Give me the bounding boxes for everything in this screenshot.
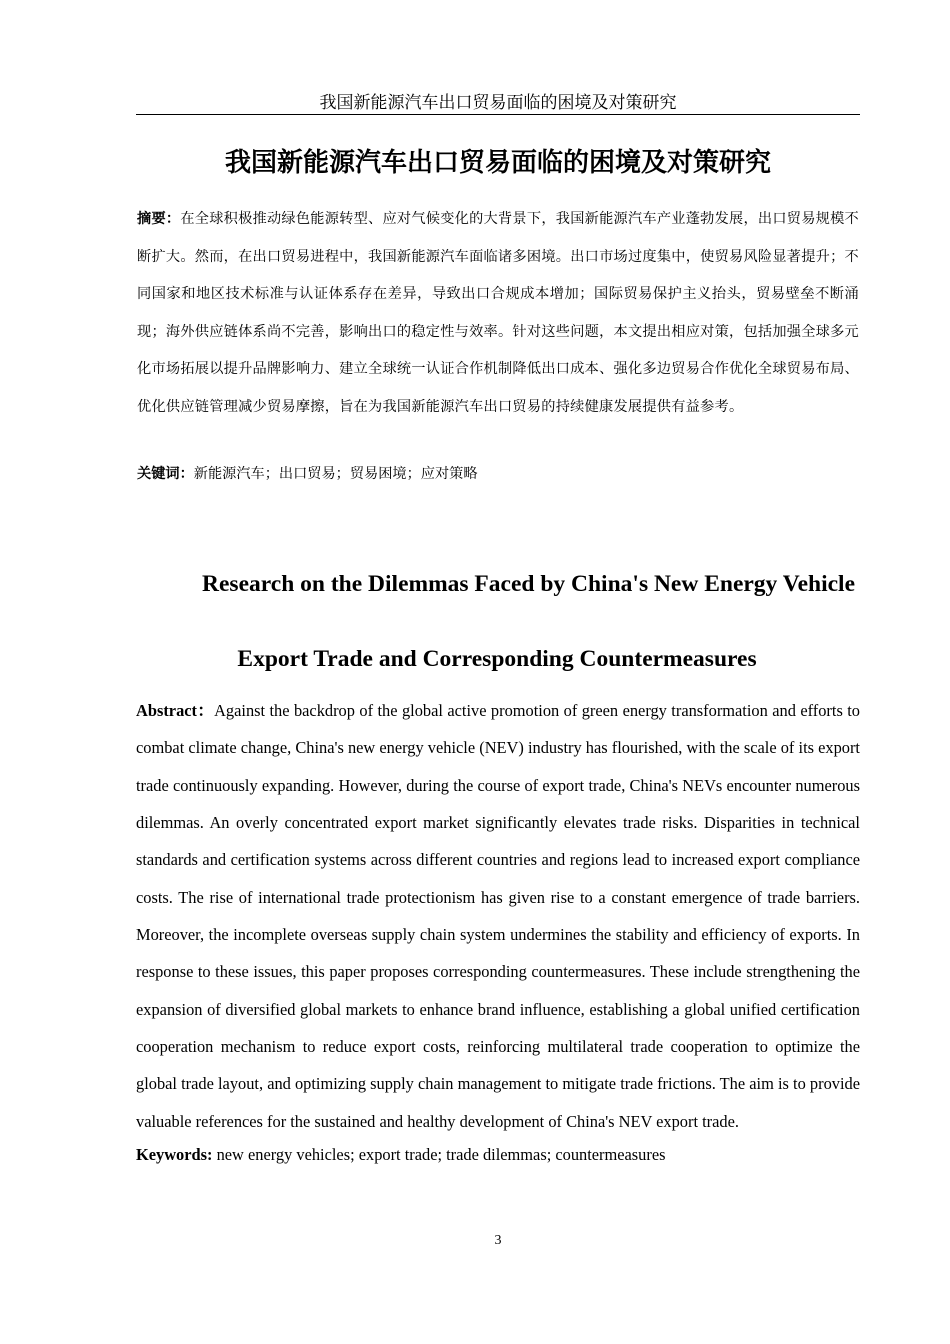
chinese-title: 我国新能源汽车出口贸易面临的困境及对策研究 <box>224 148 771 178</box>
chinese-keywords-text: 新能源汽车；出口贸易；贸易困境；应对策略 <box>193 466 478 482</box>
chinese-keywords-label: 关键词： <box>137 466 194 482</box>
english-abstract <box>136 692 860 1140</box>
header-rule <box>136 114 860 115</box>
english-abstract-text: Against the backdrop of the global active promotion of green energy transformation and efforts to combat climate change, China's new energy vehicle (NEV) industry has flourished, with the scale of its export trade continuously expanding. However, during the course of export trade, China's NEVs encounter numerous dilemmas. An overly concentrated export market significantly elevates trade risks. Disparities in technical standards and certification systems across different countries and regions lead to increased export compliance costs. The rise of international trade protectionism has given rise to a constant emergence of trade barriers. Moreover, the incomplete overseas supply chain system undermines the stability and efficiency of exports. In response to these issues, this paper proposes corresponding countermeasures. These include strengthening the expansion of diversified global markets to enhance brand influence, establishing a global unified certification cooperation mechanism to reduce export costs, reinforcing multilateral trade cooperation to optimize the global trade layout, and optimizing supply chain management to mitigate trade frictions. The aim is to provide valuable references for the sustained and healthy development of China's NEV export trade. <box>136 701 861 1131</box>
english-abstract-label: Abstract： <box>136 701 215 720</box>
english-keywords <box>136 1141 860 1169</box>
page-number: 3 <box>494 1233 502 1248</box>
english-keywords-label: Keywords: <box>136 1145 213 1164</box>
english-keywords-text: new energy vehicles; export trade; trade dilemmas; countermeasures <box>212 1145 666 1164</box>
chinese-abstract <box>137 201 859 427</box>
chinese-keywords <box>137 460 859 488</box>
chinese-abstract-label: 摘要： <box>137 211 181 227</box>
english-title-line-2: Export Trade and Corresponding Countermeasures <box>237 646 757 672</box>
english-title-line-1: Research on the Dilemmas Faced by China's New Energy Vehicle <box>202 571 855 597</box>
chinese-abstract-text: 在全球积极推动绿色能源转型、应对气候变化的大背景下，我国新能源汽车产业蓬勃发展，出口贸易规模不断扩大。然而，在出口贸易进程中，我国新能源汽车面临诸多困境。出口市场过度集中，使贸易风险显著提升；不同国家和地区技术标准与认证体系存在差异，导致出口合规成本增加；国际贸易保护主义抬头，贸易壁垒不断涌现；海外供应链体系尚不完善，影响出口的稳定性与效率。针对这些问题，本文提出相应对策，包括加强全球多元化市场拓展以提升品牌影响力、建立全球统一认证合作机制降低出口成本、强化多边贸易合作优化全球贸易布局、优化供应链管理减少贸易摩擦，旨在为我国新能源汽车出口贸易的持续健康发展提供有益参考。 <box>137 211 859 415</box>
running-header: 我国新能源汽车出口贸易面临的困境及对策研究 <box>319 93 677 113</box>
